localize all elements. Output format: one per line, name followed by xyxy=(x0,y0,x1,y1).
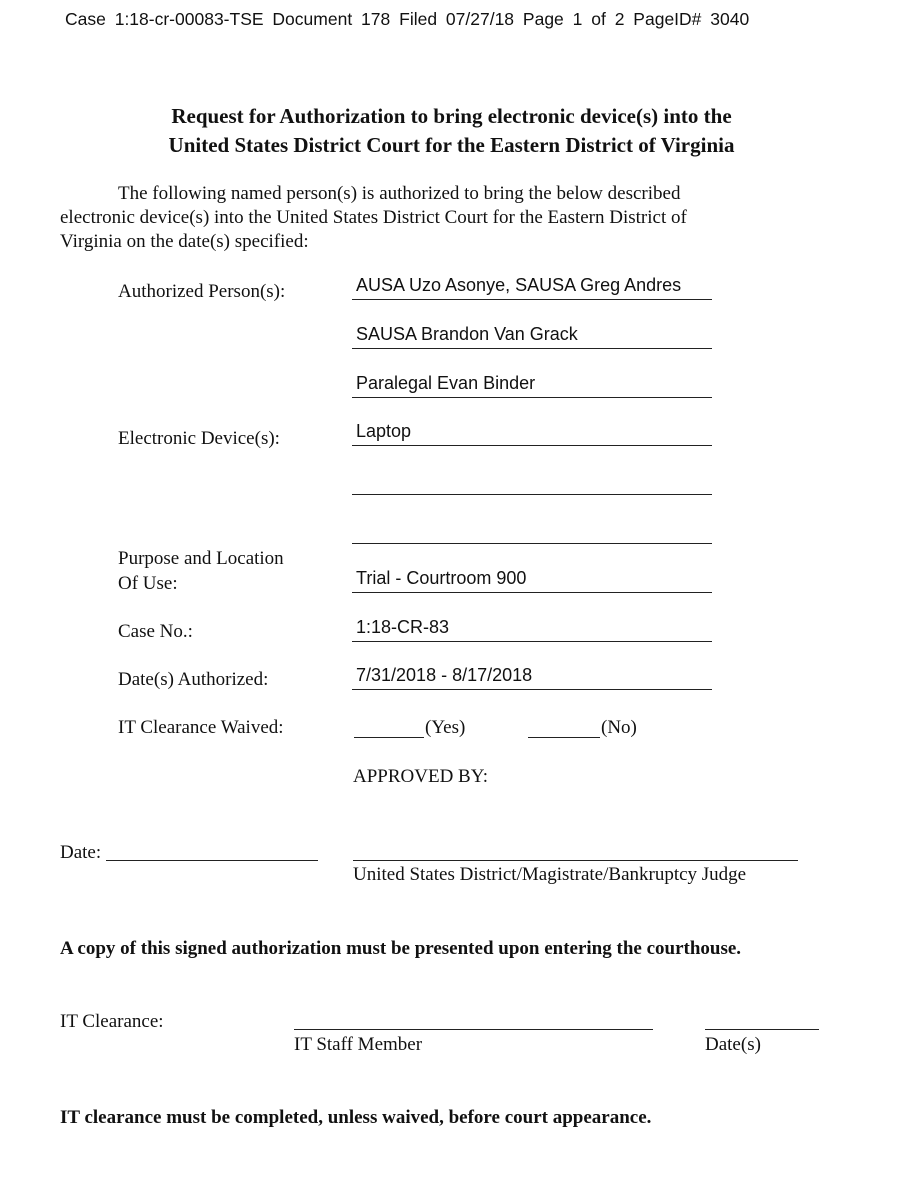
filed-date: Filed 07/27/18 xyxy=(399,9,515,29)
page-info: Page 1 of 2 PageID# 3040 xyxy=(522,9,750,29)
approved-by-label: APPROVED BY: xyxy=(353,766,488,787)
electronic-devices-label: Electronic Device(s): xyxy=(118,428,280,449)
device-field-2[interactable] xyxy=(352,467,712,495)
yes-blank[interactable] xyxy=(354,737,424,738)
presentation-notice: A copy of this signed authorization must be presented upon entering the courthouse. xyxy=(60,938,742,959)
intro-line3: Virginia on the date(s) specified: xyxy=(60,231,309,252)
case-number: Case 1:18-cr-00083-TSE xyxy=(65,9,264,29)
it-staff-label: IT Staff Member xyxy=(294,1034,423,1055)
device-field-1[interactable]: Laptop xyxy=(352,418,712,446)
authorized-person-field-3[interactable]: Paralegal Evan Binder xyxy=(352,370,712,398)
authorized-persons-label: Authorized Person(s): xyxy=(118,281,286,302)
judge-label: United States District/Magistrate/Bankruptcy Judge xyxy=(353,864,747,885)
purpose-label-line1: Purpose and Location xyxy=(118,548,284,569)
case-no-field[interactable]: 1:18-CR-83 xyxy=(352,614,712,642)
authorized-person-field-2[interactable]: SAUSA Brandon Van Grack xyxy=(352,321,712,349)
intro-line2: electronic device(s) into the United States District Court for the Eastern District of xyxy=(60,207,687,228)
it-date-line[interactable] xyxy=(705,1029,819,1030)
it-date-label: Date(s) xyxy=(705,1034,761,1055)
yes-label: (Yes) xyxy=(425,717,466,738)
it-staff-signature-line[interactable] xyxy=(294,1029,653,1030)
it-clearance-notice: IT clearance must be completed, unless waived, before court appearance. xyxy=(60,1107,652,1128)
purpose-field[interactable]: Trial - Courtroom 900 xyxy=(352,565,712,593)
purpose-label-line2: Of Use: xyxy=(118,573,178,594)
case-no-label: Case No.: xyxy=(118,621,193,642)
it-clearance-label: IT Clearance: xyxy=(60,1011,164,1032)
device-field-3[interactable] xyxy=(352,516,712,544)
judge-signature-line[interactable] xyxy=(353,860,798,861)
date-signature-line[interactable] xyxy=(106,860,318,861)
intro-line1: The following named person(s) is authorized to bring the below described xyxy=(118,183,681,204)
document-number: Document 178 xyxy=(272,9,391,29)
document-title-line1: Request for Authorization to bring electronic device(s) into the xyxy=(171,104,732,128)
dates-authorized-label: Date(s) Authorized: xyxy=(118,669,269,690)
no-blank[interactable] xyxy=(528,737,600,738)
document-title-line2: United States District Court for the Eastern District of Virginia xyxy=(168,133,735,157)
it-waived-label: IT Clearance Waived: xyxy=(118,717,284,738)
filing-header xyxy=(65,9,749,30)
authorized-person-field-1[interactable]: AUSA Uzo Asonye, SAUSA Greg Andres xyxy=(352,272,712,300)
dates-authorized-field[interactable]: 7/31/2018 - 8/17/2018 xyxy=(352,662,712,690)
date-label: Date: xyxy=(60,842,102,863)
no-label: (No) xyxy=(601,717,637,738)
